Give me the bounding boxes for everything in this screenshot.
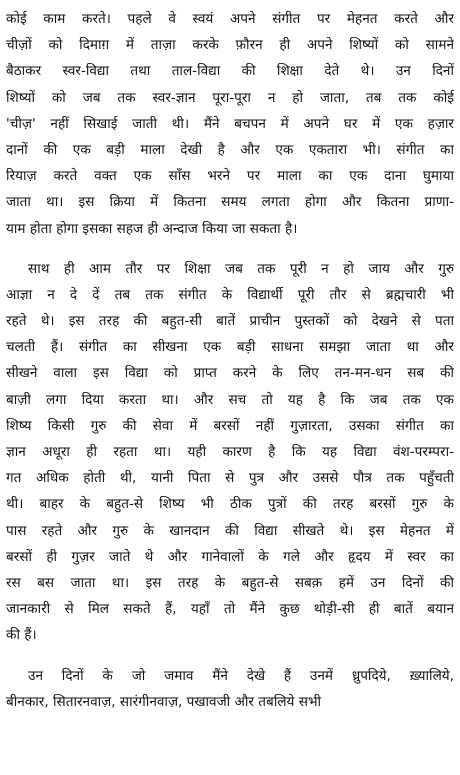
text-line: की हैं।	[6, 627, 37, 644]
text-line: बरसों ही गुज़र जाते थे और गानेवालों के गले और हृदय में स्वर का	[6, 548, 454, 565]
text-line: शिष्य किसी गुरु की सेवा में बरसों नहीं गुज़ारता, उसका संगीत का	[6, 417, 454, 434]
text-line: बैठाकर स्वर-विद्या तथा ताल-विद्या की शिक्षा देते थे। उन दिनों	[6, 63, 454, 80]
paragraph-gap	[6, 242, 454, 256]
text-line: दानों की एक बड़ी माला देखी है और एक एकतारा भी। संगीत का	[6, 141, 454, 158]
text-line: आज्ञा न दे दें तब तक संगीत के विद्यार्थी पूरी तौर से ब्रह्मचारी भी	[6, 286, 454, 303]
paragraph-3	[6, 663, 454, 715]
text-line: गत अधिक होती थी, यानी पिता से पुत्र और उससे पौत्र तक पहुँचती	[6, 470, 454, 487]
text-line: सीखने वाला इस विद्या को प्राप्त करने के लिए तन-मन-धन सब की	[6, 365, 454, 382]
text-line: ज्ञान अधूरा ही रहता था। यही कारण है कि यह विद्या वंश-परम्परा-	[6, 444, 454, 460]
text-line: रस बस जाता था। इस तरह के बहुत-से सबक़ हमें उन दिनों की	[6, 574, 454, 591]
text-line: जानकारी से मिल सकते हैं, यहाँ तो मैंने कुछ थोड़ी-सी ही बातें बयान	[6, 601, 454, 618]
paragraph-2	[6, 256, 454, 649]
text-line: 'चीज़' नहीं सिखाई जाती थी। मैंने बचपन में अपने घर में एक हज़ार	[6, 115, 454, 132]
text-line: रहते थे। इस तरह की बहुत-सी बातें प्राचीन पुस्तकों को देखने से पता	[6, 313, 454, 330]
paragraph-1	[6, 6, 454, 242]
text-line: पास रहते और गुरु के खानदान की विद्या सीखते थे। इस मेहनत में	[6, 522, 454, 539]
paragraph-gap	[6, 649, 454, 663]
text-line: थी। बाहर के बहुत-से शिष्य भी ठीक पुत्रों की तरह बरसों गुरु के	[6, 496, 454, 513]
text-line: बीनकार, सितारनवाज़, सारंगीनवाज़, पखावजी और तबलिये सभी	[6, 693, 322, 710]
text-line: याम होता होगा इसका सहज ही अन्दाज किया जा सकता है।	[6, 220, 298, 237]
text-line: जाता था। इस क्रिया में कितना समय लगता होगा और कितना प्राणा-	[6, 194, 454, 211]
text-line: बाज़ी लगा दिया करता था। और सच तो यह है कि जब तक एक	[6, 391, 454, 408]
text-line: साथ ही आम तौर पर शिक्षा जब तक पूरी न हो जाय और गुरु	[28, 260, 454, 277]
text-line: चीज़ों को दिमाग़ में ताज़ा करके फ़ौरन ही अपने शिष्यों को सामने	[6, 37, 454, 54]
text-line: रियाज़ करते वक्त एक साँस भरने पर माला का एक दाना घुमाया	[6, 168, 454, 185]
text-line: शिष्यों को जब तक स्वर-ज्ञान पूरा-पूरा न हो जाता, तब तक कोई	[6, 89, 454, 106]
text-line: उन दिनों के जो जमाव मैंने देखे हैं उनमें ध्रुपदिये, ख़्यालिये,	[28, 667, 454, 684]
text-line: चलती हैं। संगीत का सीखना एक बड़ी साधना समझा जाता था और	[6, 339, 454, 356]
text-line: कोई काम करते। पहले वे स्वयं अपने संगीत पर मेहनत करते और	[6, 11, 454, 27]
